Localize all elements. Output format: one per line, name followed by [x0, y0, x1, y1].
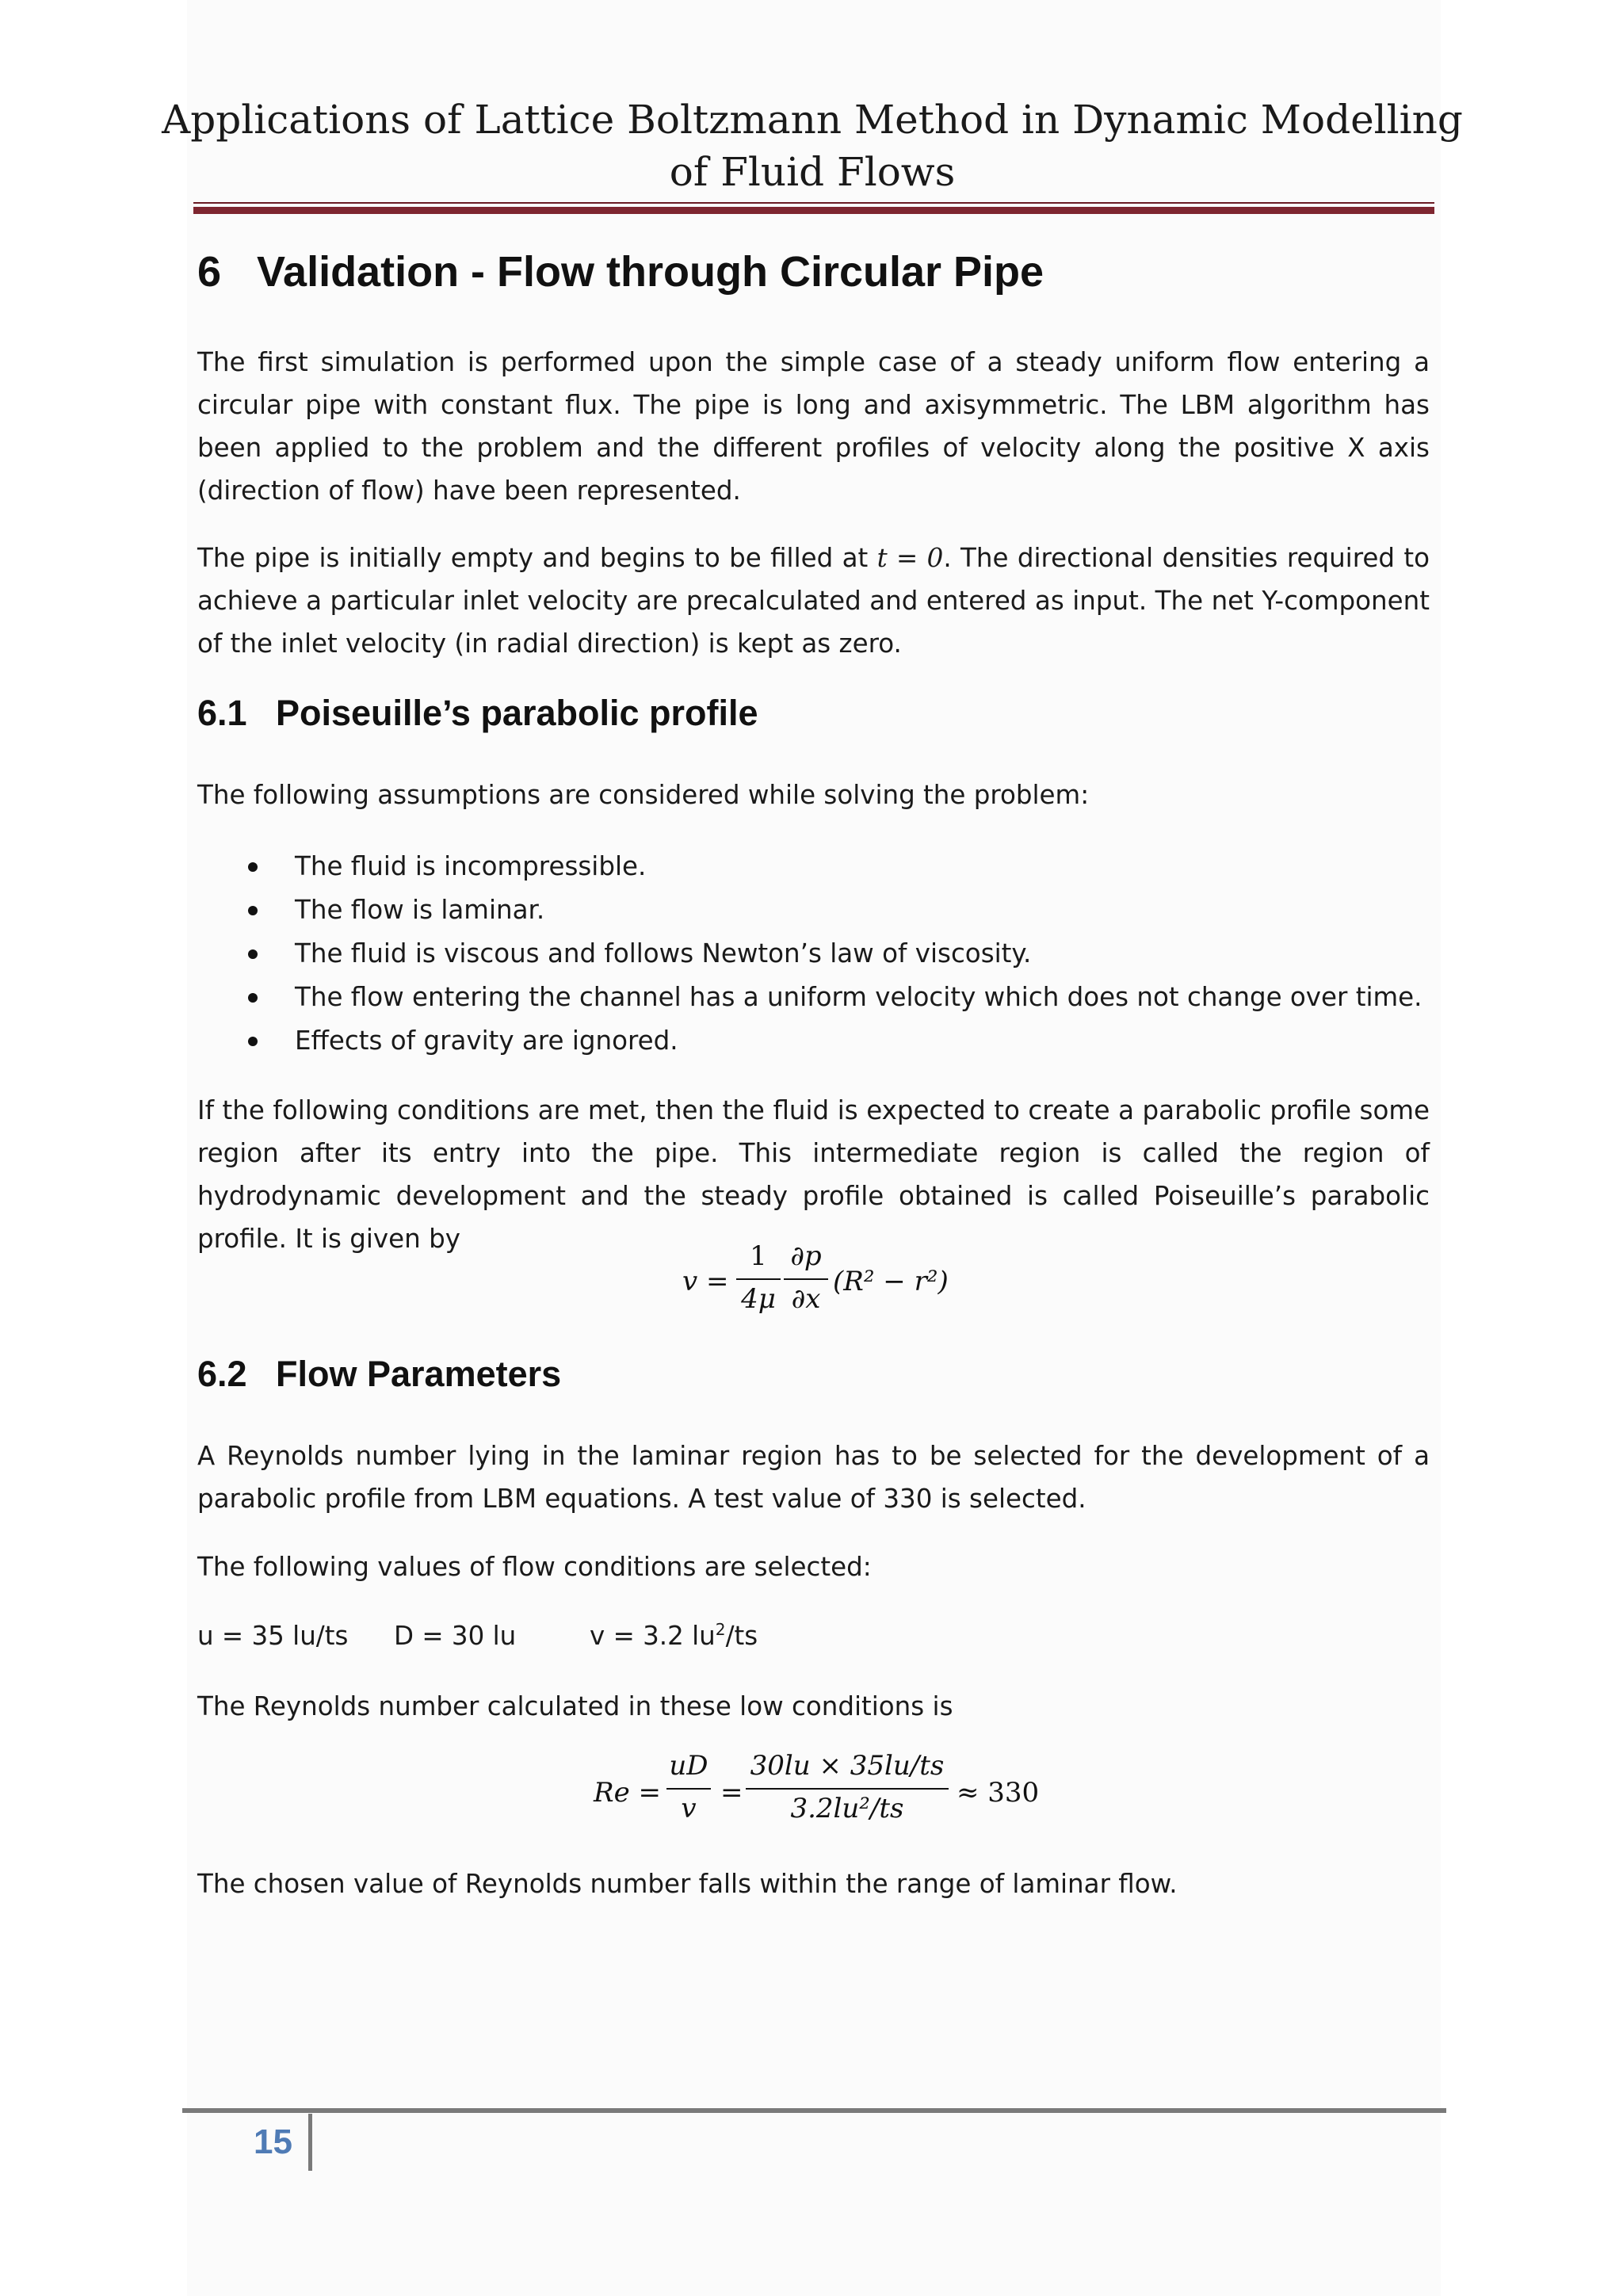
- reynolds-conclusion: The chosen value of Reynolds number falls within the range of laminar flow.: [197, 1869, 1178, 1899]
- subsection-title: Poiseuille’s parabolic profile: [276, 693, 758, 733]
- subsection-heading-6-2: [197, 1352, 561, 1396]
- section-title: Validation - Flow through Circular Pipe: [257, 248, 1044, 296]
- section-paragraph-2: [197, 537, 1430, 665]
- assumptions-intro: The following assumptions are considered while solving the problem:: [197, 780, 1090, 810]
- header-rule-thick: [193, 207, 1434, 214]
- header-rule-thin: [193, 202, 1434, 204]
- value-D: D = 30 lu: [394, 1621, 517, 1651]
- bullet-icon: [248, 862, 258, 872]
- para2-inline-math: t = 0: [876, 543, 944, 573]
- section-number: 6: [197, 248, 222, 296]
- header-line-1: Applications of Lattice Boltzmann Method in Dynamic Modelling: [162, 97, 1463, 143]
- subsection-number: 6.1: [197, 693, 247, 733]
- reynolds-equation: Re = uD v = 30lu × 35lu/ts 3.2lu²/ts ≈ 330: [594, 1750, 1040, 1824]
- poiseuille-equation: v = 1 4μ ∂p ∂x (R² − r²): [682, 1240, 949, 1315]
- list-item: The fluid is incompressible.: [197, 845, 1430, 888]
- list-item: The fluid is viscous and follows Newton’s law of viscosity.: [197, 932, 1430, 976]
- header-line-2: of Fluid Flows: [669, 149, 956, 195]
- list-item: The flow is laminar.: [197, 888, 1430, 932]
- assumptions-list: [197, 845, 1430, 1063]
- value-u: u = 35 lu/ts: [197, 1621, 349, 1651]
- flow-parameters-paragraph-2: The following values of flow conditions are selected:: [197, 1552, 872, 1582]
- para2-text-after: . The directional densities required to achieve a particular inlet velocity are precalculated and entered as input. The net Y-component of the inlet velocity (in radial direction) is kept as zero.: [197, 543, 1430, 659]
- equals-sign: =: [720, 1777, 743, 1809]
- reynolds-intro: The Reynolds number calculated in these low conditions is: [197, 1691, 953, 1721]
- footer-rule: [182, 2108, 1446, 2113]
- section-heading: [197, 246, 1044, 298]
- equation-result: ≈ 330: [957, 1777, 1040, 1809]
- bullet-icon: [248, 1037, 258, 1046]
- flow-parameters-paragraph-1: A Reynolds number lying in the laminar region has to be selected for the development of a parabolic profile from LBM equations. A test value of 330 is selected.: [197, 1441, 1430, 1514]
- subsection-number: 6.2: [197, 1354, 247, 1394]
- equation-lhs: Re =: [594, 1777, 662, 1809]
- value-v: v = 3.2 $lu^2/ts$: [590, 1620, 758, 1651]
- bullet-icon: [248, 993, 258, 1003]
- section-paragraph-1: The first simulation is performed upon the simple case of a steady uniform flow entering a circular pipe with constant flux. The pipe is long and axisymmetric. The LBM algorithm has been applied to the problem and the different profiles of velocity along the positive X axis (direction of flow) have been represented.: [197, 347, 1430, 506]
- list-item: Effects of gravity are ignored.: [197, 1019, 1430, 1063]
- subsection-title: Flow Parameters: [276, 1354, 562, 1394]
- equation-tail: (R² − r²): [833, 1266, 949, 1297]
- poiseuille-paragraph: If the following conditions are met, then the fluid is expected to create a parabolic profile some region after its entry into the pipe. This intermediate region is called the region of hydrodynamic development and the steady profile obtained is called Poiseuille’s parabolic profile. It is given by: [197, 1095, 1430, 1254]
- list-item: The flow entering the channel has a uniform velocity which does not change over time.: [197, 976, 1430, 1019]
- running-header: [158, 94, 1466, 198]
- bullet-icon: [248, 949, 258, 959]
- subsection-heading-6-1: [197, 691, 758, 735]
- bullet-icon: [248, 906, 258, 915]
- para2-text-before: The pipe is initially empty and begins to be filled at: [197, 543, 877, 573]
- page-number: 15: [254, 2122, 292, 2161]
- equation-lhs: v =: [682, 1266, 729, 1297]
- footer-divider: [308, 2114, 312, 2171]
